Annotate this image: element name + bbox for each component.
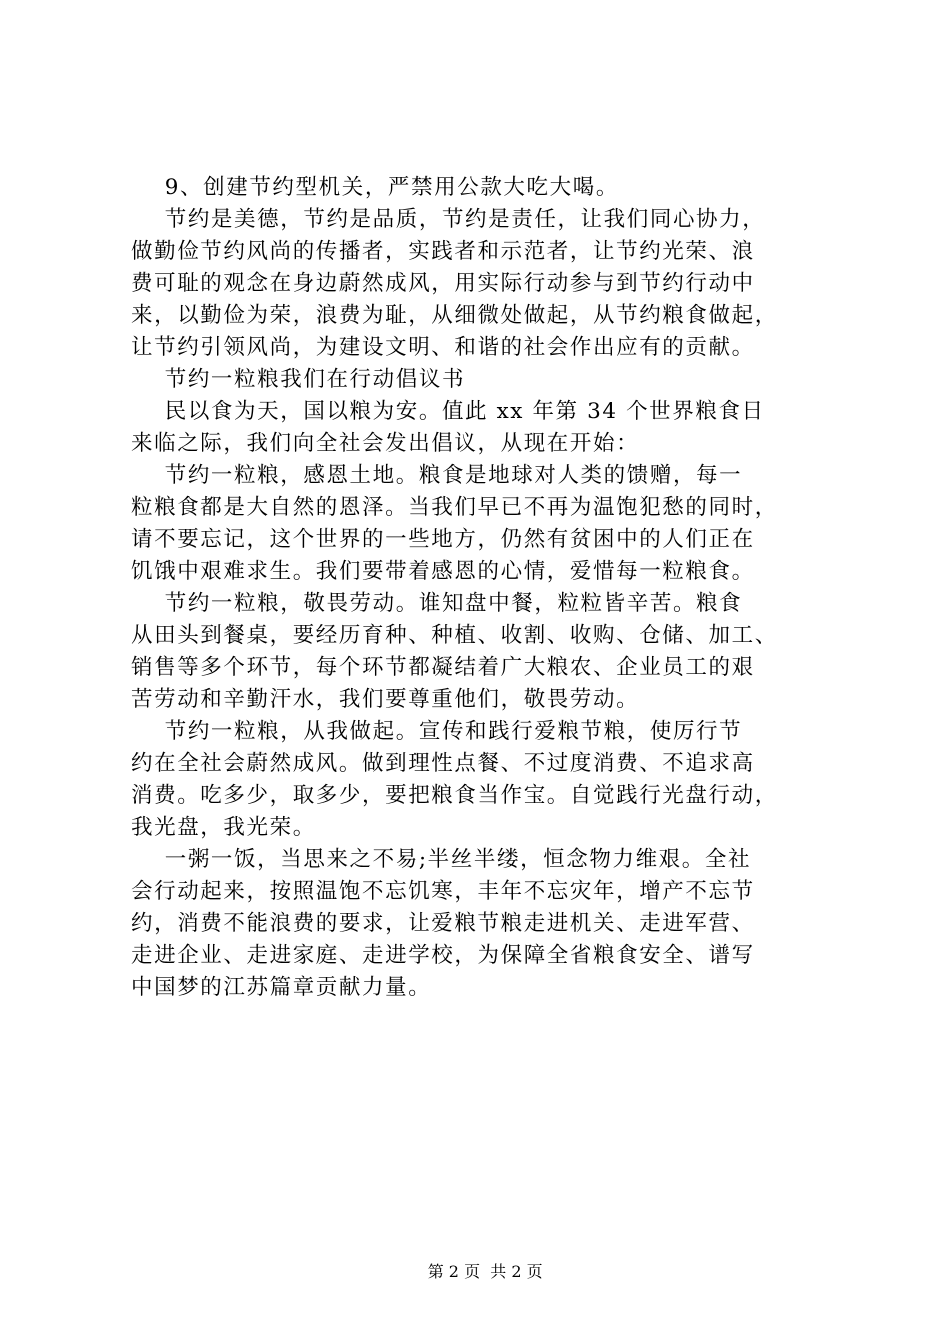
text-line: 节约一粒粮，从我做起。宣传和践行爱粮节粮，使厉行节 <box>131 719 743 744</box>
text-line: 中国梦的江苏篇章贡献力量。 <box>131 975 432 1000</box>
text-line: 一粥一饭，当思来之不易;半丝半缕，恒念物力维艰。全社 <box>131 847 752 872</box>
text-line: 饥饿中艰难求生。我们要带着感恩的心情，爱惜每一粒粮食。 <box>131 559 755 584</box>
text-line: 节约是美德，节约是品质，节约是责任，让我们同心协力， <box>131 207 766 232</box>
text-line: 来，以勤俭为荣，浪费为耻，从细微处做起，从节约粮食做起， <box>131 303 778 328</box>
text-line: 民以食为天，国以粮为安。值此 xx 年第 34 个世界粮食日 <box>131 399 765 424</box>
text-line: 节约一粒粮，敬畏劳动。谁知盘中餐，粒粒皆辛苦。粮食 <box>131 591 743 616</box>
page-number: 第 2 页 共 2 页 <box>427 1262 543 1281</box>
text-line: 节约一粒粮，感恩土地。粮食是地球对人类的馈赠，每一 <box>131 463 743 488</box>
page-footer <box>0 1242 950 1302</box>
text-line: 粒粮食都是大自然的恩泽。当我们早已不再为温饱犯愁的同时， <box>131 495 778 520</box>
text-line: 让节约引领风尚，为建设文明、和谐的社会作出应有的贡献。 <box>131 335 755 360</box>
text-line: 9、创建节约型机关，严禁用公款大吃大喝。 <box>131 175 619 200</box>
text-line: 来临之际，我们向全社会发出倡议，从现在开始： <box>131 431 640 456</box>
text-line: 从田头到餐桌，要经历育种、种植、收割、收购、仓储、加工、 <box>131 623 778 648</box>
text-line: 消费。吃多少，取多少，要把粮食当作宝。自觉践行光盘行动， <box>131 783 778 808</box>
text-line: 约在全社会蔚然成风。做到理性点餐、不过度消费、不追求高 <box>131 751 755 776</box>
text-line: 会行动起来，按照温饱不忘饥寒，丰年不忘灾年，增产不忘节 <box>131 879 755 904</box>
text-line: 请不要忘记，这个世界的一些地方，仍然有贫困中的人们正在 <box>131 527 755 552</box>
text-line: 苦劳动和辛勤汗水，我们要尊重他们，敬畏劳动。 <box>131 687 640 712</box>
section-heading: 节约一粒粮我们在行动倡议书 <box>131 367 466 392</box>
document-body <box>131 172 831 1004</box>
text-line: 销售等多个环节，每个环节都凝结着广大粮农、企业员工的艰 <box>131 655 755 680</box>
text-line: 费可耻的观念在身边蔚然成风，用实际行动参与到节约行动中 <box>131 271 755 296</box>
text-line: 走进企业、走进家庭、走进学校，为保障全省粮食安全、谱写 <box>131 943 755 968</box>
text-line: 做勤俭节约风尚的传播者，实践者和示范者，让节约光荣、浪 <box>131 239 755 264</box>
text-line: 我光盘，我光荣。 <box>131 815 316 840</box>
text-line: 约，消费不能浪费的要求，让爱粮节粮走进机关、走进军营、 <box>131 911 755 936</box>
